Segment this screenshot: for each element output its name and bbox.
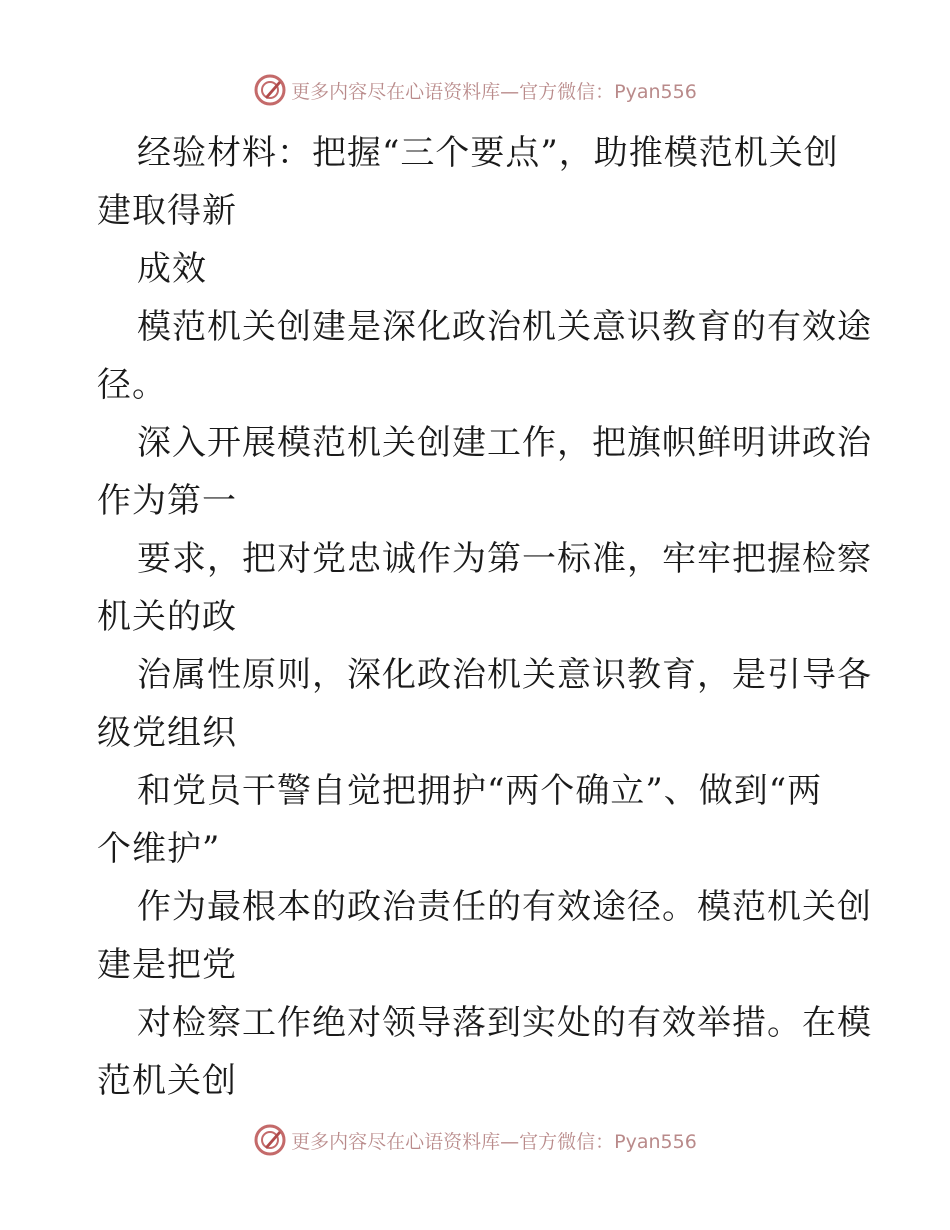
pen-seal-icon xyxy=(253,73,287,107)
body-line: 作为第一 xyxy=(97,481,237,521)
pen-seal-icon xyxy=(253,1123,287,1157)
body-line: 和党员干警自觉把拥护“两个确立”、做到“两 xyxy=(137,771,823,811)
body-line: 深入开展模范机关创建工作，把旗帜鲜明讲政治 xyxy=(137,423,872,463)
body-line: 对检察工作绝对领导落到实处的有效举措。在模 xyxy=(137,1003,872,1043)
body-line: 成效 xyxy=(137,249,207,289)
footer-watermark xyxy=(0,1120,950,1160)
body-line: 范机关创 xyxy=(97,1061,237,1101)
body-line: 机关的政 xyxy=(97,597,237,637)
body-line: 模范机关创建是深化政治机关意识教育的有效途 xyxy=(137,307,872,347)
body-line: 级党组织 xyxy=(97,713,237,753)
body-line: 经验材料：把握“三个要点”，助推模范机关创 xyxy=(137,133,839,173)
header-watermark xyxy=(0,70,950,110)
watermark-text: 更多内容尽在心语资料库—官方微信：Pyan556 xyxy=(291,1130,697,1153)
body-line: 建取得新 xyxy=(97,191,237,231)
body-line: 作为最根本的政治责任的有效途径。模范机关创 xyxy=(137,887,872,927)
body-line: 要求，把对党忠诚作为第一标准，牢牢把握检察 xyxy=(137,539,872,579)
body-line: 个维护” xyxy=(97,829,221,869)
document-body xyxy=(97,124,872,1110)
body-line: 建是把党 xyxy=(97,945,237,985)
watermark-text: 更多内容尽在心语资料库—官方微信：Pyan556 xyxy=(291,80,697,103)
body-line: 径。 xyxy=(97,365,167,405)
body-line: 治属性原则，深化政治机关意识教育，是引导各 xyxy=(137,655,872,695)
